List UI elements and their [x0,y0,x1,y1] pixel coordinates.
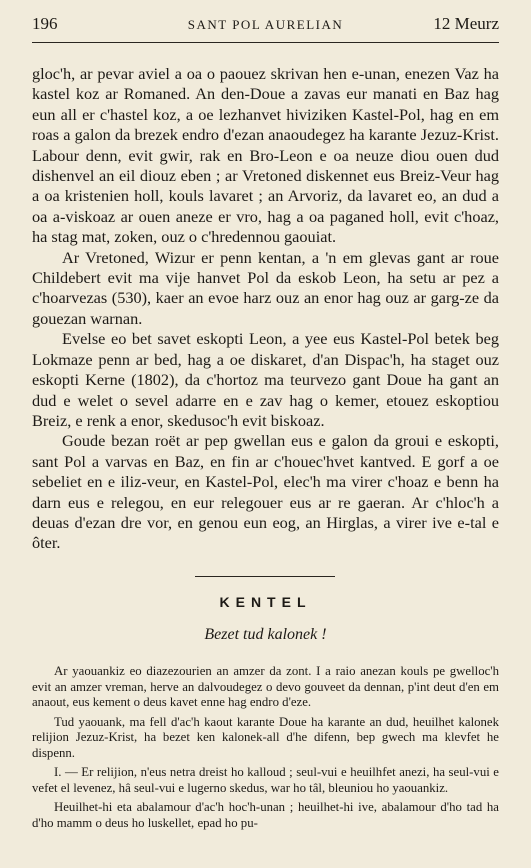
page-number: 196 [32,14,58,33]
section-title: KENTEL [219,594,312,610]
page-header [32,14,499,43]
paragraph: I. — Er relijion, n'eus netra dreist ho kalloud ; seul-vui e heuilhfet anezi, ha seul-vui e vefet el levenez, hâ seul-vui e lugerno skedus, war ho tâl, bleuniou ho yaouankiz. [32,765,499,795]
paragraph: Goude bezan roët ar pep gwellan eus e galon da groui e eskopti, sant Pol a varvas en Baz, en fin ar c'houec'hvet kantved. E gorf a oe sebeliet en e iliz-veur, en Kastel-Pol, elec'h ma virer c'hoaz e benn ha darn eus e relegou, en eur relegouer eus ar re gaeran. Ar c'hloc'h a deuas d'ezan dre vor, en genou eun eog, an Hirglas, a virer ive e-tal e ôter. [32,431,499,553]
paragraph: Tud yaouank, ma fell d'ac'h kaout karante Doue ha karante an dud, heuilhet kalonek relijion Jezuz-Krist, ha bezet ken kalonek-all d'he difenn, bep gwech ma klevfet he dispenn. [32,714,499,760]
paragraph: Ar yaouankiz eo diazezourien an amzer da zont. I a raio anezan kouls pe gwelloc'h evit an amzer vreman, herve an dalvoudegez o devo gouveet da dennan, p'int deut d'en em anaout, eus kement o deus kavet enne hag endro d'eze. [32,664,499,709]
paragraph: gloc'h, ar pevar aviel a oa o paouez skrivan hen e-unan, enezen Vaz ha kastel koz ar Romaned. An den-Doue a zavas eur manati en Baz hag eun all er c'hastel koz, a oe lezhanvet hiviziken Kastel-Pol, hag en em roas a galon da brezek endro d'ezan anaoudegez ha karante Jezuz-Krist. Labour denn, evit gwir, rak en Bro-Leon e oa neuze diou ouen dud dishenvel an eil diouz eben ; ar Vretoned diskennet eus Breiz-Veur hag a oa kristenien holl, kouls lavaret ; an Arvoriz, da lavaret eo, an dud a oa a-viskoaz ar ouen aneze er vro, hag a oa paganed holl, evit c'hoaz, ha stag mat, zoken, ouz o c'hredennou gaouiat. [32,64,499,247]
paragraph: Ar Vretoned, Wizur er penn kentan, a 'n em glevas gant ar roue Childebert evit ma vije hanvet Pol da eskob Leon, ha setu ar pez a c'hoarvezas (530), kaer an evoe harz ouz an enor hag ouz ar garg-ze da gouezan warnan. [32,247,499,328]
paragraph: Heuilhet-hi eta abalamour d'ac'h hoc'h-unan ; heuilhet-hi ive, abalamour d'ho tad ha d'ho mamm o deus ho luskellet, epad ho pu- [32,800,499,830]
lesson-text [32,664,499,835]
paragraph: Evelse eo bet savet eskopti Leon, a yee eus Kastel-Pol betek beg Lokmaze penn ar bed, hag a oe diskaret, d'an Dispac'h, ha staget ouz eskopti Kerne (1802), da c'hortoz ma teurvezo gant Doue ha gant an dud e welet o sevel adarre en e zav hag o kemer, etouez eskoptiou Breiz, e renk a enor, skedusoc'h evit biskoaz. [32,329,499,430]
running-title: SANT POL AURELIAN [187,17,344,32]
section-subtitle: Bezet tud kalonek ! [204,626,327,643]
page-date: 12 Meurz [433,14,499,33]
section-divider [195,576,335,577]
main-text [32,64,499,554]
